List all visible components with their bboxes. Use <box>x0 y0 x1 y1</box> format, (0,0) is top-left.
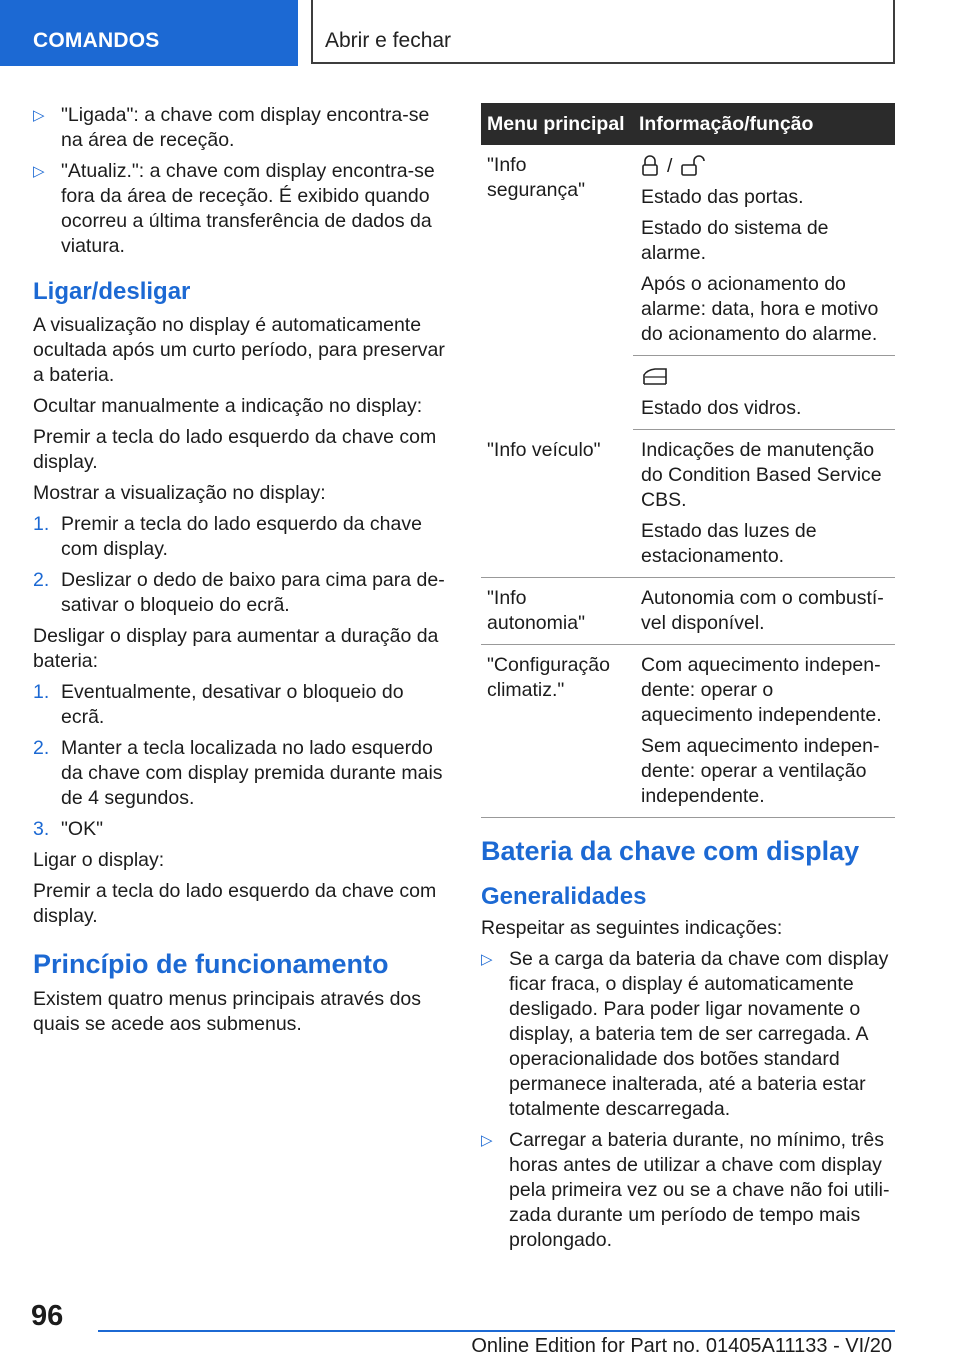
step-number: 2. <box>33 737 50 759</box>
footer-edition: Online Edition for Part no. 01405A11133 - VI/20 <box>471 1335 892 1357</box>
lock-open-icon <box>680 155 708 177</box>
column-header-menu: Menu principal <box>481 103 633 145</box>
list-item: ▷ Se a carga da bateria da chave com display ficar fraca, o display é automaticamente desligado. Para poder ligar novamente o display, a bateria tem de ser carregada. A operacionalidade dos botões standard permanece inalterada, até a bateria estar totalmente descarregada. <box>481 948 889 1120</box>
table-row <box>481 145 895 356</box>
section-title: COMANDOS <box>33 29 160 52</box>
paragraph: Ligar o display: <box>33 849 165 871</box>
lock-closed-icon <box>641 155 659 177</box>
menu-info: Autonomia com o combustível disponível. <box>633 578 895 645</box>
menu-info: Indicações de manutenção do Condition Based Service CBS. Estado das luzes de estacionamento. <box>633 430 895 578</box>
car-window-icon <box>641 366 669 388</box>
section-tab <box>0 0 298 66</box>
menu-label: "Info segurança" <box>487 154 585 201</box>
heading-bateria: Bateria da chave com display <box>481 836 860 866</box>
heading-generalidades: Generalidades <box>481 883 647 910</box>
icon-separator: / <box>667 154 673 177</box>
lock-icons <box>641 153 887 179</box>
chapter-tab <box>311 0 895 64</box>
triangle-bullet-icon: ▷ <box>481 951 493 968</box>
triangle-bullet-icon: ▷ <box>33 107 45 124</box>
menu-label: "Info veículo" <box>481 430 633 578</box>
paragraph: Ocultar manualmente a indicação no display: <box>33 395 423 417</box>
heading-principio: Princípio de funcionamento <box>33 949 389 979</box>
paragraph: Premir a tecla do lado esquerdo da chave com display. <box>33 880 437 927</box>
menu-label: "Info autonomia" <box>481 578 633 645</box>
table-row <box>481 578 895 645</box>
paragraph: Respeitar as seguintes indicações: <box>481 917 783 939</box>
step-number: 2. <box>33 569 50 591</box>
paragraph: Existem quatro menus principais através dos quais se acede aos submenus. <box>33 988 422 1035</box>
menu-info: Estado dos vidros. <box>633 356 895 430</box>
step-item: 2. Manter a tecla localizada no lado esquerdo da chave com display premida durante mais de 4 segundos. <box>33 737 443 809</box>
chapter-title: Abrir e fechar <box>325 29 452 52</box>
left-column <box>33 103 449 1043</box>
step-item: 3. "OK" <box>33 818 104 840</box>
heading-ligar-desligar: Ligar/desligar <box>33 278 191 305</box>
column-header-info: Informação/função <box>633 103 895 145</box>
step-item: 2. Deslizar o dedo de baixo para cima para desativar o bloqueio do ecrã. <box>33 569 445 616</box>
menu-label: "Configuração climatiz." <box>481 645 633 818</box>
menu-info: Com aquecimento independente: operar o aquecimento independente. Sem aquecimento independente: operar a ventilação independente. <box>633 645 895 818</box>
table-row <box>481 430 895 578</box>
triangle-bullet-icon: ▷ <box>33 163 45 180</box>
step-item: 1. Premir a tecla do lado esquerdo da chave com display. <box>33 513 422 560</box>
menu-info: / Estado das portas. Estado do sistema de alarme. Após o acionamento do alarme: data, hora e motivo do acionamento do alarme. <box>633 145 895 356</box>
list-item: ▷ "Atualiz.": a chave com display encontra-se fora da área de receção. É exibido quando ocorreu a última transferência de dados da viatura. <box>33 160 435 257</box>
step-item: 1. Eventualmente, desativar o bloqueio do ecrã. <box>33 681 404 728</box>
paragraph: Desligar o display para aumentar a duração da bateria: <box>33 625 439 672</box>
table-header-row <box>481 103 895 145</box>
right-column <box>481 834 895 1259</box>
footer-divider <box>98 1330 895 1332</box>
step-number: 1. <box>33 681 50 703</box>
table-row <box>481 645 895 818</box>
menu-table <box>481 103 895 818</box>
page-number: 96 <box>31 1300 64 1332</box>
list-item: ▷ Carregar a bateria durante, no mínimo, três horas antes de utilizar a chave com display pela primeira vez ou se a chave não foi utilizada durante um período de tempo mais prolongado. <box>481 1129 890 1251</box>
paragraph: Premir a tecla do lado esquerdo da chave com display. <box>33 426 437 473</box>
list-item: ▷ "Ligada": a chave com display encontra-se na área de receção. <box>33 104 430 151</box>
paragraph: Mostrar a visualização no display: <box>33 482 326 504</box>
step-number: 3. <box>33 818 50 840</box>
triangle-bullet-icon: ▷ <box>481 1132 493 1149</box>
paragraph: A visualização no display é automaticamente ocultada após um curto período, para preservar a bateria. <box>33 314 445 386</box>
step-number: 1. <box>33 513 50 535</box>
